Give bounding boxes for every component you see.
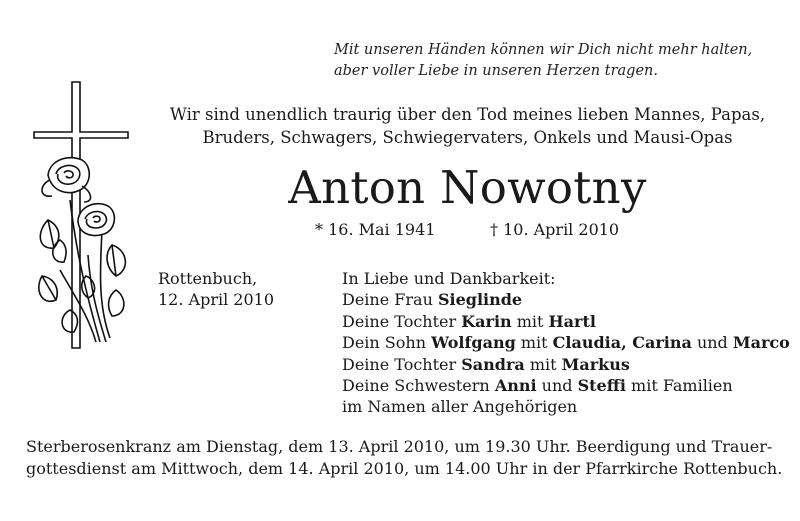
intro-line: Wir sind unendlich traurig über den Tod meines lieben Mannes, Papas, xyxy=(169,105,766,124)
list-item xyxy=(342,311,782,332)
mourner-name: Claudia, Carina xyxy=(552,333,692,353)
intro-text xyxy=(160,103,775,149)
intro-line: Bruders, Schwagers, Schwiegervaters, Onkels und Mausi-Opas xyxy=(202,128,733,147)
mourners-list xyxy=(342,268,790,418)
mourner-name: Marco xyxy=(732,333,790,353)
date: 12. April 2010 xyxy=(158,290,275,309)
relation-label: mit Familien xyxy=(625,376,733,396)
cross-with-roses-icon xyxy=(30,80,135,400)
relation-label: Deine Tochter xyxy=(342,311,462,331)
place-date xyxy=(158,268,274,310)
mourners-heading: In Liebe und Dankbarkeit: xyxy=(342,269,556,288)
connector: mit xyxy=(524,354,562,374)
mourner-name: Markus xyxy=(561,354,630,374)
mourner-name: Anni xyxy=(494,376,537,396)
funeral-info xyxy=(26,436,786,480)
relation-label: Deine Frau xyxy=(342,290,438,310)
quote-line: Mit unseren Händen können wir Dich nicht mehr halten, xyxy=(334,42,753,58)
list-item xyxy=(342,375,782,396)
connector: mit xyxy=(515,333,553,353)
connector: und xyxy=(536,376,578,396)
connector: und xyxy=(691,333,733,353)
relation-label: Deine Schwestern xyxy=(342,376,495,396)
place: Rottenbuch, xyxy=(158,269,258,288)
mourner-name: Sieglinde xyxy=(437,290,523,310)
deceased-name: Anton Nowotny xyxy=(288,161,647,214)
connector: mit xyxy=(511,311,549,331)
list-item xyxy=(342,354,782,375)
list-item xyxy=(342,332,790,353)
mourner-name: Hartl xyxy=(548,311,596,331)
funeral-line: gottesdienst am Mittwoch, dem 14. April 2010, um 14.00 Uhr in der Pfarrkirche Rottenbuch. xyxy=(26,459,783,478)
relation-label: Dein Sohn xyxy=(342,333,432,353)
mourners-closing: im Namen aller Angehörigen xyxy=(342,397,578,417)
mourner-name: Karin xyxy=(461,311,512,331)
death-date: † 10. April 2010 xyxy=(490,220,620,239)
quote-line: aber voller Liebe in unseren Herzen tragen. xyxy=(334,63,658,79)
memorial-quote xyxy=(334,40,774,82)
funeral-line: Sterberosenkranz am Dienstag, dem 13. April 2010, um 19.30 Uhr. Beerdigung und Trauer- xyxy=(26,437,773,456)
list-item xyxy=(342,289,782,310)
mourner-name: Sandra xyxy=(461,354,525,374)
mourner-name: Wolfgang xyxy=(431,333,516,353)
mourner-name: Steffi xyxy=(577,376,626,396)
relation-label: Deine Tochter xyxy=(342,354,462,374)
birth-date: * 16. Mai 1941 xyxy=(315,220,436,239)
